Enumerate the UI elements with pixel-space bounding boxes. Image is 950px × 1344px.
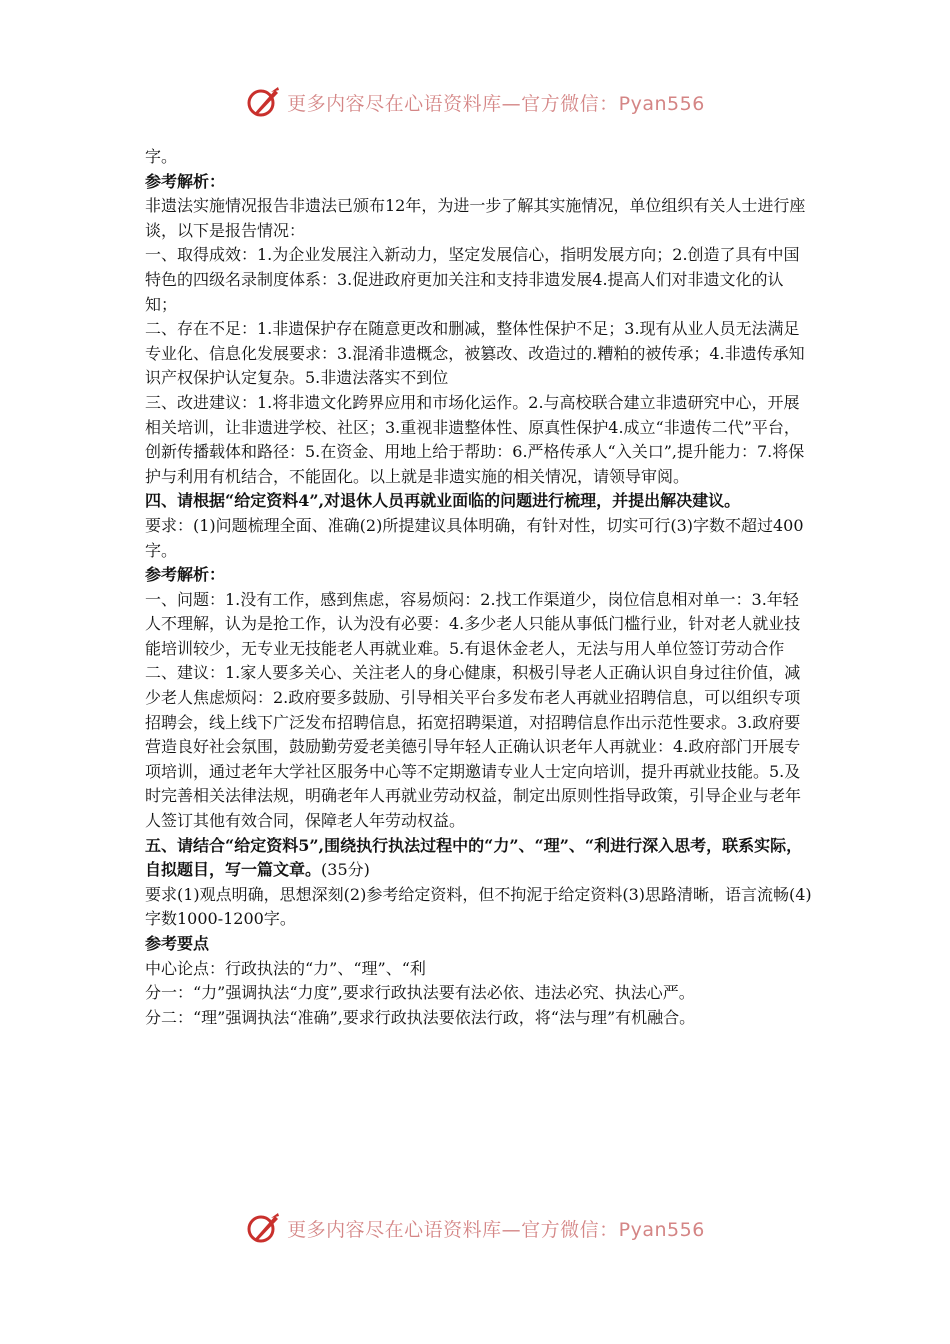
paragraph: 分一：“力”强调执法“力度”,要求行政执法要有法必依、违法必究、执法心严。 [145,983,695,1003]
paragraph: 分二：“理”强调执法“准确”,要求行政执法要依法行政，将“法与理”有机融合。 [145,1007,696,1027]
footer-watermark-banner [0,1208,950,1248]
paragraph: 字。 [145,147,178,166]
paragraph: 一、取得成效：1.为企业发展注入新动力，坚定发展信心，指明发展方向；2.创造了具有中国特色的四级名录制度体系：3.促进政府更加关注和支持非遗发展4.提高人们对非遗文化的认知； [145,245,800,314]
section-heading: 参考要点 [145,934,210,953]
paragraph: 要求(1)观点明确，思想深刻(2)参考给定资料，但不拘泥于给定资料(3)思路清晰，语言流畅(4)字数1000-1200字。 [145,884,812,929]
question-heading-with-score [145,834,813,883]
question-heading: 四、请根据“给定资料4”,对退休人员再就业面临的问题进行梳理，并提出解决建议。 [145,491,741,511]
header-watermark-banner [0,82,950,122]
question-score: (35分) [321,860,370,880]
section-heading: 参考解析： [145,565,226,585]
paragraph: 中心论点：行政执法的“力”、“理”、“利 [145,958,426,978]
quill-pen-circle-icon [245,1210,281,1246]
paragraph: 要求：(1)问题梳理全面、准确(2)所提建议具体明确，有针对性，切实可行(3)字数不超过400字。 [145,515,804,560]
document-body [145,145,813,1030]
paragraph: 二、建议：1.家人要多关心、关注老人的身心健康，积极引导老人正确认识自身过往价值，减少老人焦虑烦闷：2.政府要多鼓励、引导相关平台多发布老人再就业招聘信息，可以组织专项招聘会，线上线下广泛发布招聘信息，拓宽招聘渠道，对招聘信息作出示范性要求。3.政府要营造良好社会氛围，鼓励勤劳爱老美德引导年轻人正确认识老年人再就业：4.政府部门开展专项培训，通过老年大学社区服务中心等不定期邀请专业人士定向培训，提升再就业技能。5.及时完善相关法律法规，明确老年人再就业劳动权益，制定出原则性指导政策，引导企业与老年人签订其他有效合同，保障老人年劳动权益。 [145,663,802,831]
paragraph: 非遗法实施情况报告非遗法已颁布12年，为进一步了解其实施情况，单位组织有关人士进行座谈，以下是报告情况： [145,196,806,240]
section-heading: 参考解析： [145,171,226,191]
paragraph: 二、存在不足：1.非遗保护存在随意更改和删减，整体性保护不足；3.现有从业人员无法满足专业化、信息化发展要求：3.混淆非遗概念，被篡改、改造过的.糟粕的被传承；4.非遗传承知识产权保护认定复杂。5.非遗法落实不到位 [145,319,805,388]
banner-text: 更多内容尽在心语资料库—官方微信：Pyan556 [287,92,705,115]
quill-pen-circle-icon [245,84,281,120]
paragraph: 三、改进建议：1.将非遗文化跨界应用和市场化运作。2.与高校联合建立非遗研究中心，开展相关培训，让非遗进学校、社区；3.重视非遗整体性、原真性保护4.成立“非遗传二代”平台，创新传播载体和路径：5.在资金、用地上给于帮助：6.严格传承人“入关口”,提升能力：7.将保护与利用有机结合，不能固化。以上就是非遗实施的相关情况，请领导审阅。 [145,392,805,486]
banner-text: 更多内容尽在心语资料库—官方微信：Pyan556 [287,1218,705,1241]
paragraph: 一、问题：1.没有工作，感到焦虑，容易烦闷：2.找工作渠道少，岗位信息相对单一：3.年轻人不理解，认为是抢工作，认为没有必要：4.多少老人只能从事低门槛行业，针对老人就业技能培训较少，无专业无技能老人再就业难。5.有退休金老人，无法与用人单位签订劳动合作 [145,589,801,658]
question-heading: 五、请结合“给定资料5”,围绕执行执法过程中的“力”、“理”、“利进行深入思考，联系实际，自拟题目，写一篇文章。 [145,835,803,880]
